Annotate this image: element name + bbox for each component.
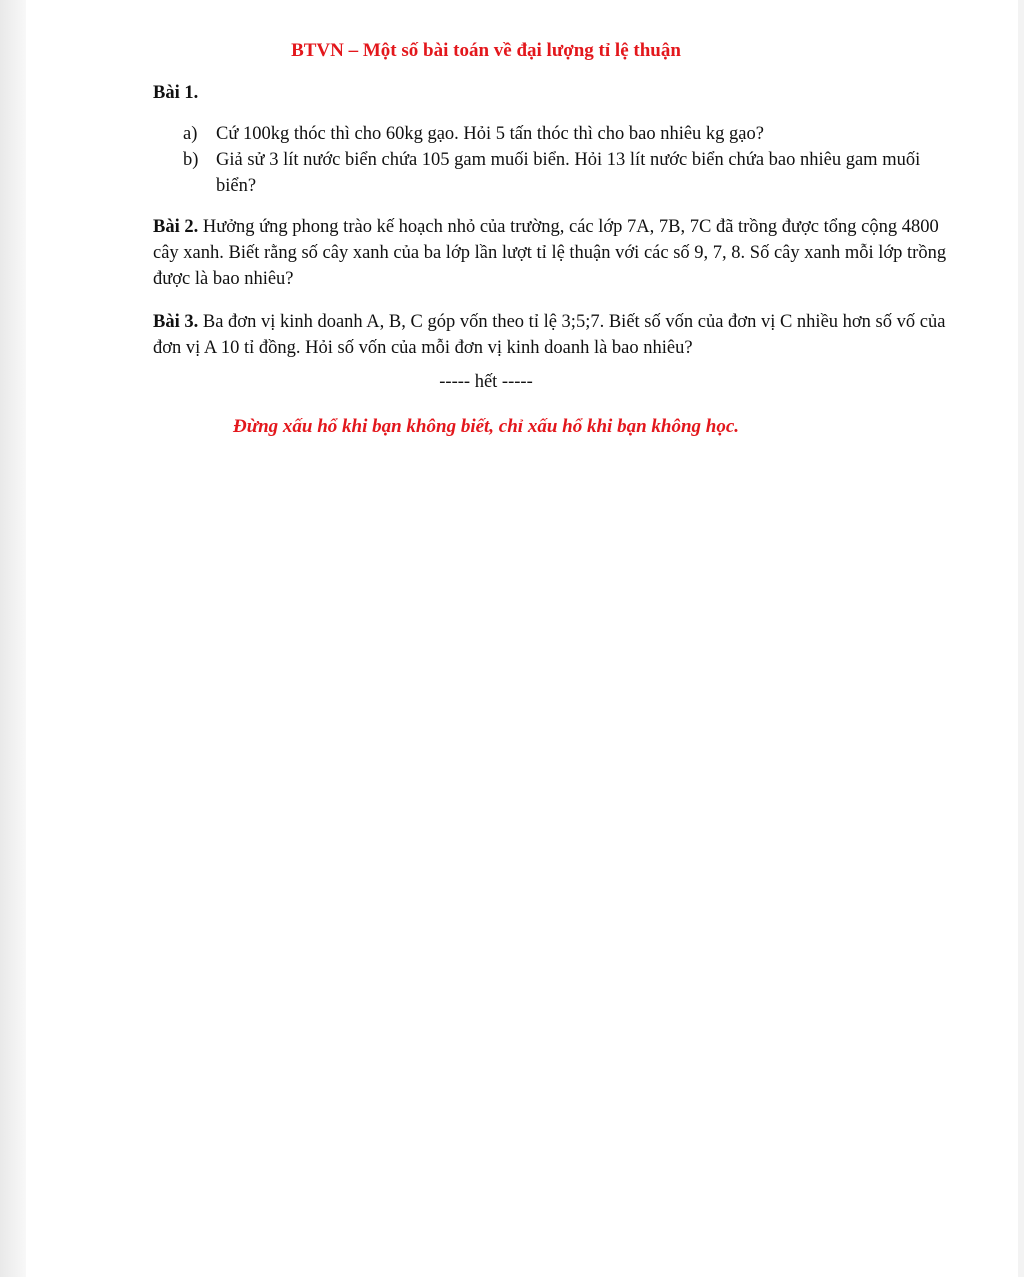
exercise-3-label: Bài 3. (153, 312, 199, 332)
exercise-2-text: Hưởng ứng phong trào kế hoạch nhỏ của trường, các lớp 7A, 7B, 7C đã trồng được tổng cộng 4800 cây xanh. Biết rằng số cây xanh của ba lớp lần lượt tỉ lệ thuận với các số 9, 7, 8. Số cây xanh mỗi lớp trồng được là bao nhiêu? (153, 217, 947, 289)
exercise-2-paragraph (153, 214, 963, 292)
exercise-3-paragraph (153, 309, 963, 361)
list-item-marker: a) (183, 124, 198, 144)
document-title: BTVN – Một số bài toán về đại lượng tỉ lệ thuận (291, 40, 681, 61)
list-item (183, 121, 963, 147)
page-right-edge (1018, 0, 1024, 1277)
end-mark: ----- hết ----- (439, 372, 533, 392)
list-item-marker: b) (183, 150, 199, 170)
exercise-3-text: Ba đơn vị kinh doanh A, B, C góp vốn theo tỉ lệ 3;5;7. Biết số vốn của đơn vị C nhiều hơn số vố của đơn vị A 10 tỉ đồng. Hỏi số vốn của mỗi đơn vị kinh doanh là bao nhiêu? (153, 312, 946, 358)
list-item-text: Giả sử 3 lít nước biển chứa 105 gam muối biển. Hỏi 13 lít nước biển chứa bao nhiêu gam muối biển? (216, 150, 921, 196)
list-item (183, 147, 963, 199)
exercise-1-heading: Bài 1. (153, 83, 199, 103)
exercise-1-list (183, 121, 963, 199)
list-item-text: Cứ 100kg thóc thì cho 60kg gạo. Hỏi 5 tấn thóc thì cho bao nhiêu kg gạo? (216, 124, 764, 144)
exercise-2-label: Bài 2. (153, 217, 199, 237)
motivational-quote: Đừng xấu hổ khi bạn không biết, chỉ xấu hổ khi bạn không học. (232, 416, 740, 437)
page-left-edge (0, 0, 26, 1277)
